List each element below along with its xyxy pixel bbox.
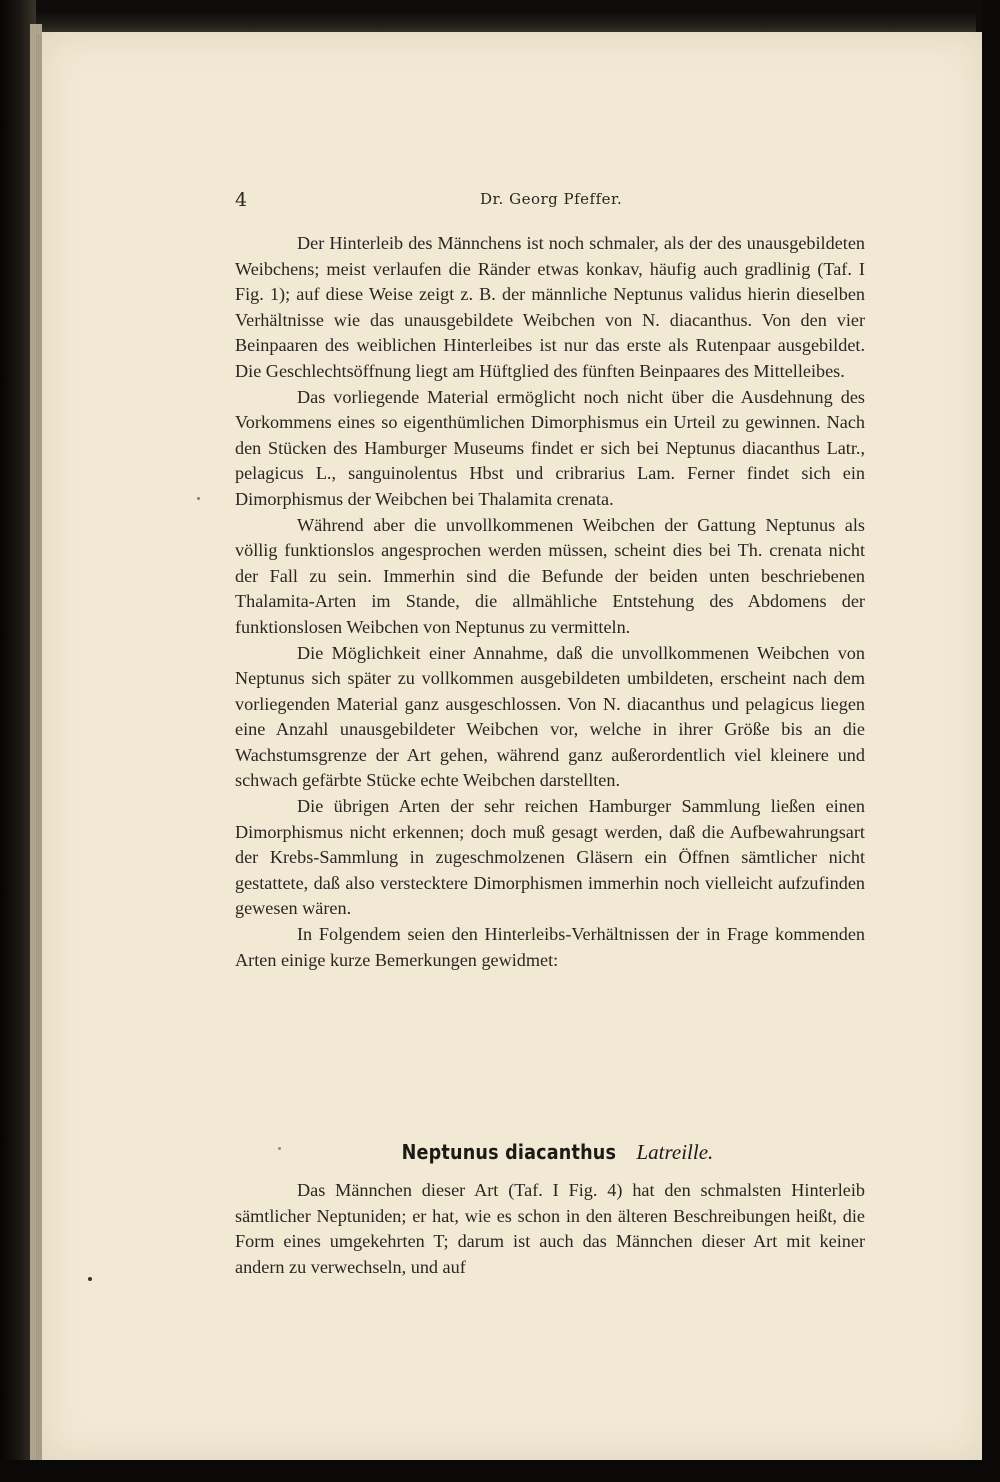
right-shadow: [982, 0, 1000, 1482]
page-header: [235, 189, 865, 213]
top-shadow: [36, 10, 976, 34]
body-text: [235, 231, 865, 973]
paragraph: Während aber die unvollkommenen Weibchen der Gattung Neptunus als völlig funktionslos angesprochen werden müssen, scheint dies bei Th. crenata nicht der Fall zu sein. Immerhin sind die Befunde der beiden unten beschriebenen Thalamita-Arten im Stande, die allmähliche Entstehung des Abdomens der funktionslosen Weibchen von Neptunus zu vermitteln.: [235, 514, 865, 637]
page-number: 4: [235, 189, 248, 211]
section-heading: [235, 1140, 865, 1165]
running-head: Dr. Georg Pfeffer.: [480, 190, 623, 208]
section-text: [235, 1178, 865, 1280]
section-heading-name: Neptunus diacanthus: [401, 1140, 616, 1164]
paragraph: Der Hinterleib des Männchens ist noch schmaler, als der des unausgebildeten Weibchens; meist verlaufen die Ränder etwas konkav, häufig auch gradlinig (Taf. I Fig. 1); auf diese Weise zeigt z. B. der männliche Neptunus validus hierin dieselben Verhältnisse wie das unausgebildete Weibchen von N. diacanthus. Von den vier Beinpaaren des weiblichen Hinterleibes ist nur das erste als Rutenpaar ausgebildet. Die Geschlechtsöffnung liegt am Hüftglied des fünften Beinpaares des Mittelleibes.: [235, 233, 865, 381]
paragraph: Die übrigen Arten der sehr reichen Hamburger Sammlung ließen einen Dimorphismus nicht erkennen; doch muß gesagt werden, daß die Aufbewahrungsart der Krebs-Sammlung in zugeschmolzenen Gläsern ein Öffnen sämtlicher nicht gestattete, daß also verstecktere Dimorphismen immerhin noch vielleicht aufzufinden gewesen wären.: [235, 796, 865, 919]
paragraph: In Folgendem seien den Hinterleibs-Verhältnissen der in Frage kommenden Arten einige kurze Bemerkungen gewidmet:: [235, 924, 865, 970]
ink-speck: [88, 1277, 92, 1281]
section-heading-author: Latreille.: [636, 1140, 714, 1164]
paragraph: Das Männchen dieser Art (Taf. I Fig. 4) hat den schmalsten Hinterleib sämtlicher Neptuniden; er hat, wie es schon in den älteren Beschreibungen heißt, die Form eines umgekehrten T; darum ist auch das Männchen dieser Art mit keiner andern zu verwechseln, und auf: [235, 1180, 865, 1277]
ink-speck: [197, 497, 200, 500]
bottom-shadow: [0, 1460, 1000, 1482]
paragraph: Die Möglichkeit einer Annahme, daß die unvollkommenen Weibchen von Neptunus sich später zu vollkommen ausgebildeten umbildeten, erscheint nach dem vorliegenden Material ganz ausgeschlossen. Von N. diacanthus und pelagicus liegen eine Anzahl unausgebildeter Weibchen vor, welche in ihrer Größe bis an die Wachstumsgrenze der Art gehen, während ganz außerordentlich viel kleinere und schwach gefärbte Stücke echte Weibchen darstellten.: [235, 642, 865, 791]
paragraph: Das vorliegende Material ermöglicht noch nicht über die Ausdehnung des Vorkommens eines so eigenthümlichen Dimorphismus ein Urteil zu gewinnen. Nach den Stücken des Hamburger Museums findet er sich bei Neptunus diacanthus Latr., pelagicus L., sanguinolentus Hbst und cribrarius Lam. Ferner findet sich ein Dimorphismus der Weibchen bei Thalamita crenata.: [235, 386, 865, 509]
ink-speck: [278, 1147, 281, 1150]
page-stack-edges: [30, 24, 42, 1460]
